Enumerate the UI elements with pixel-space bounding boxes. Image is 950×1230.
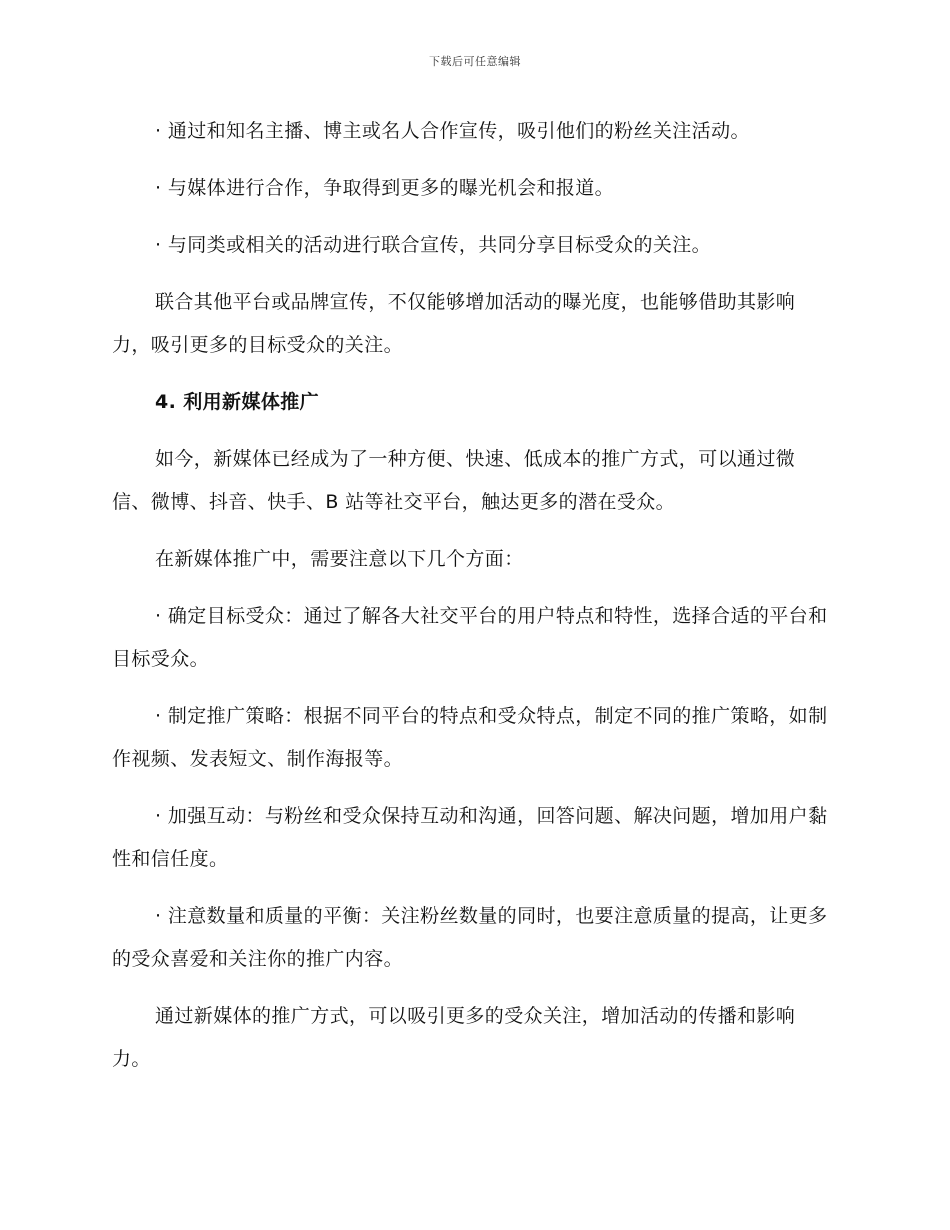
bullet-paragraph: · 与媒体进行合作，争取得到更多的曝光机会和报道。 xyxy=(155,177,615,199)
bullet-paragraph: · 确定目标受众：通过了解各大社交平台的用户特点和特性，选择合适的平台和目标受众。 xyxy=(112,605,828,670)
bullet-paragraph: · 注意数量和质量的平衡：关注粉丝数量的同时，也要注意质量的提高，让更多的受众喜爱和关注你的推广内容。 xyxy=(112,905,828,970)
bullet-paragraph: · 加强互动：与粉丝和受众保持互动和沟通，回答问题、解决问题，增加用户黏性和信任度。 xyxy=(112,805,828,870)
body-paragraph: 在新媒体推广中，需要注意以下几个方面： xyxy=(155,548,524,570)
bullet-paragraph: · 与同类或相关的活动进行联合宣传，共同分享目标受众的关注。 xyxy=(155,234,712,256)
section-heading: 4. 利用新媒体推广 xyxy=(155,391,320,413)
page-header: 下载后可任意编辑 xyxy=(429,55,521,68)
bullet-paragraph: · 通过和知名主播、博主或名人合作宣传，吸引他们的粉丝关注活动。 xyxy=(155,120,750,142)
body-paragraph: 如今，新媒体已经成为了一种方便、快速、低成本的推广方式，可以通过微信、微博、抖音、快手、B 站等社交平台，触达更多的潜在受众。 xyxy=(112,448,796,513)
body-paragraph: 通过新媒体的推广方式，可以吸引更多的受众关注，增加活动的传播和影响力。 xyxy=(112,1005,796,1070)
bullet-paragraph: · 制定推广策略：根据不同平台的特点和受众特点，制定不同的推广策略，如制作视频、发表短文、制作海报等。 xyxy=(112,705,828,770)
document-body xyxy=(112,110,832,1095)
body-paragraph: 联合其他平台或品牌宣传，不仅能够增加活动的曝光度，也能够借助其影响力，吸引更多的目标受众的关注。 xyxy=(112,291,796,356)
